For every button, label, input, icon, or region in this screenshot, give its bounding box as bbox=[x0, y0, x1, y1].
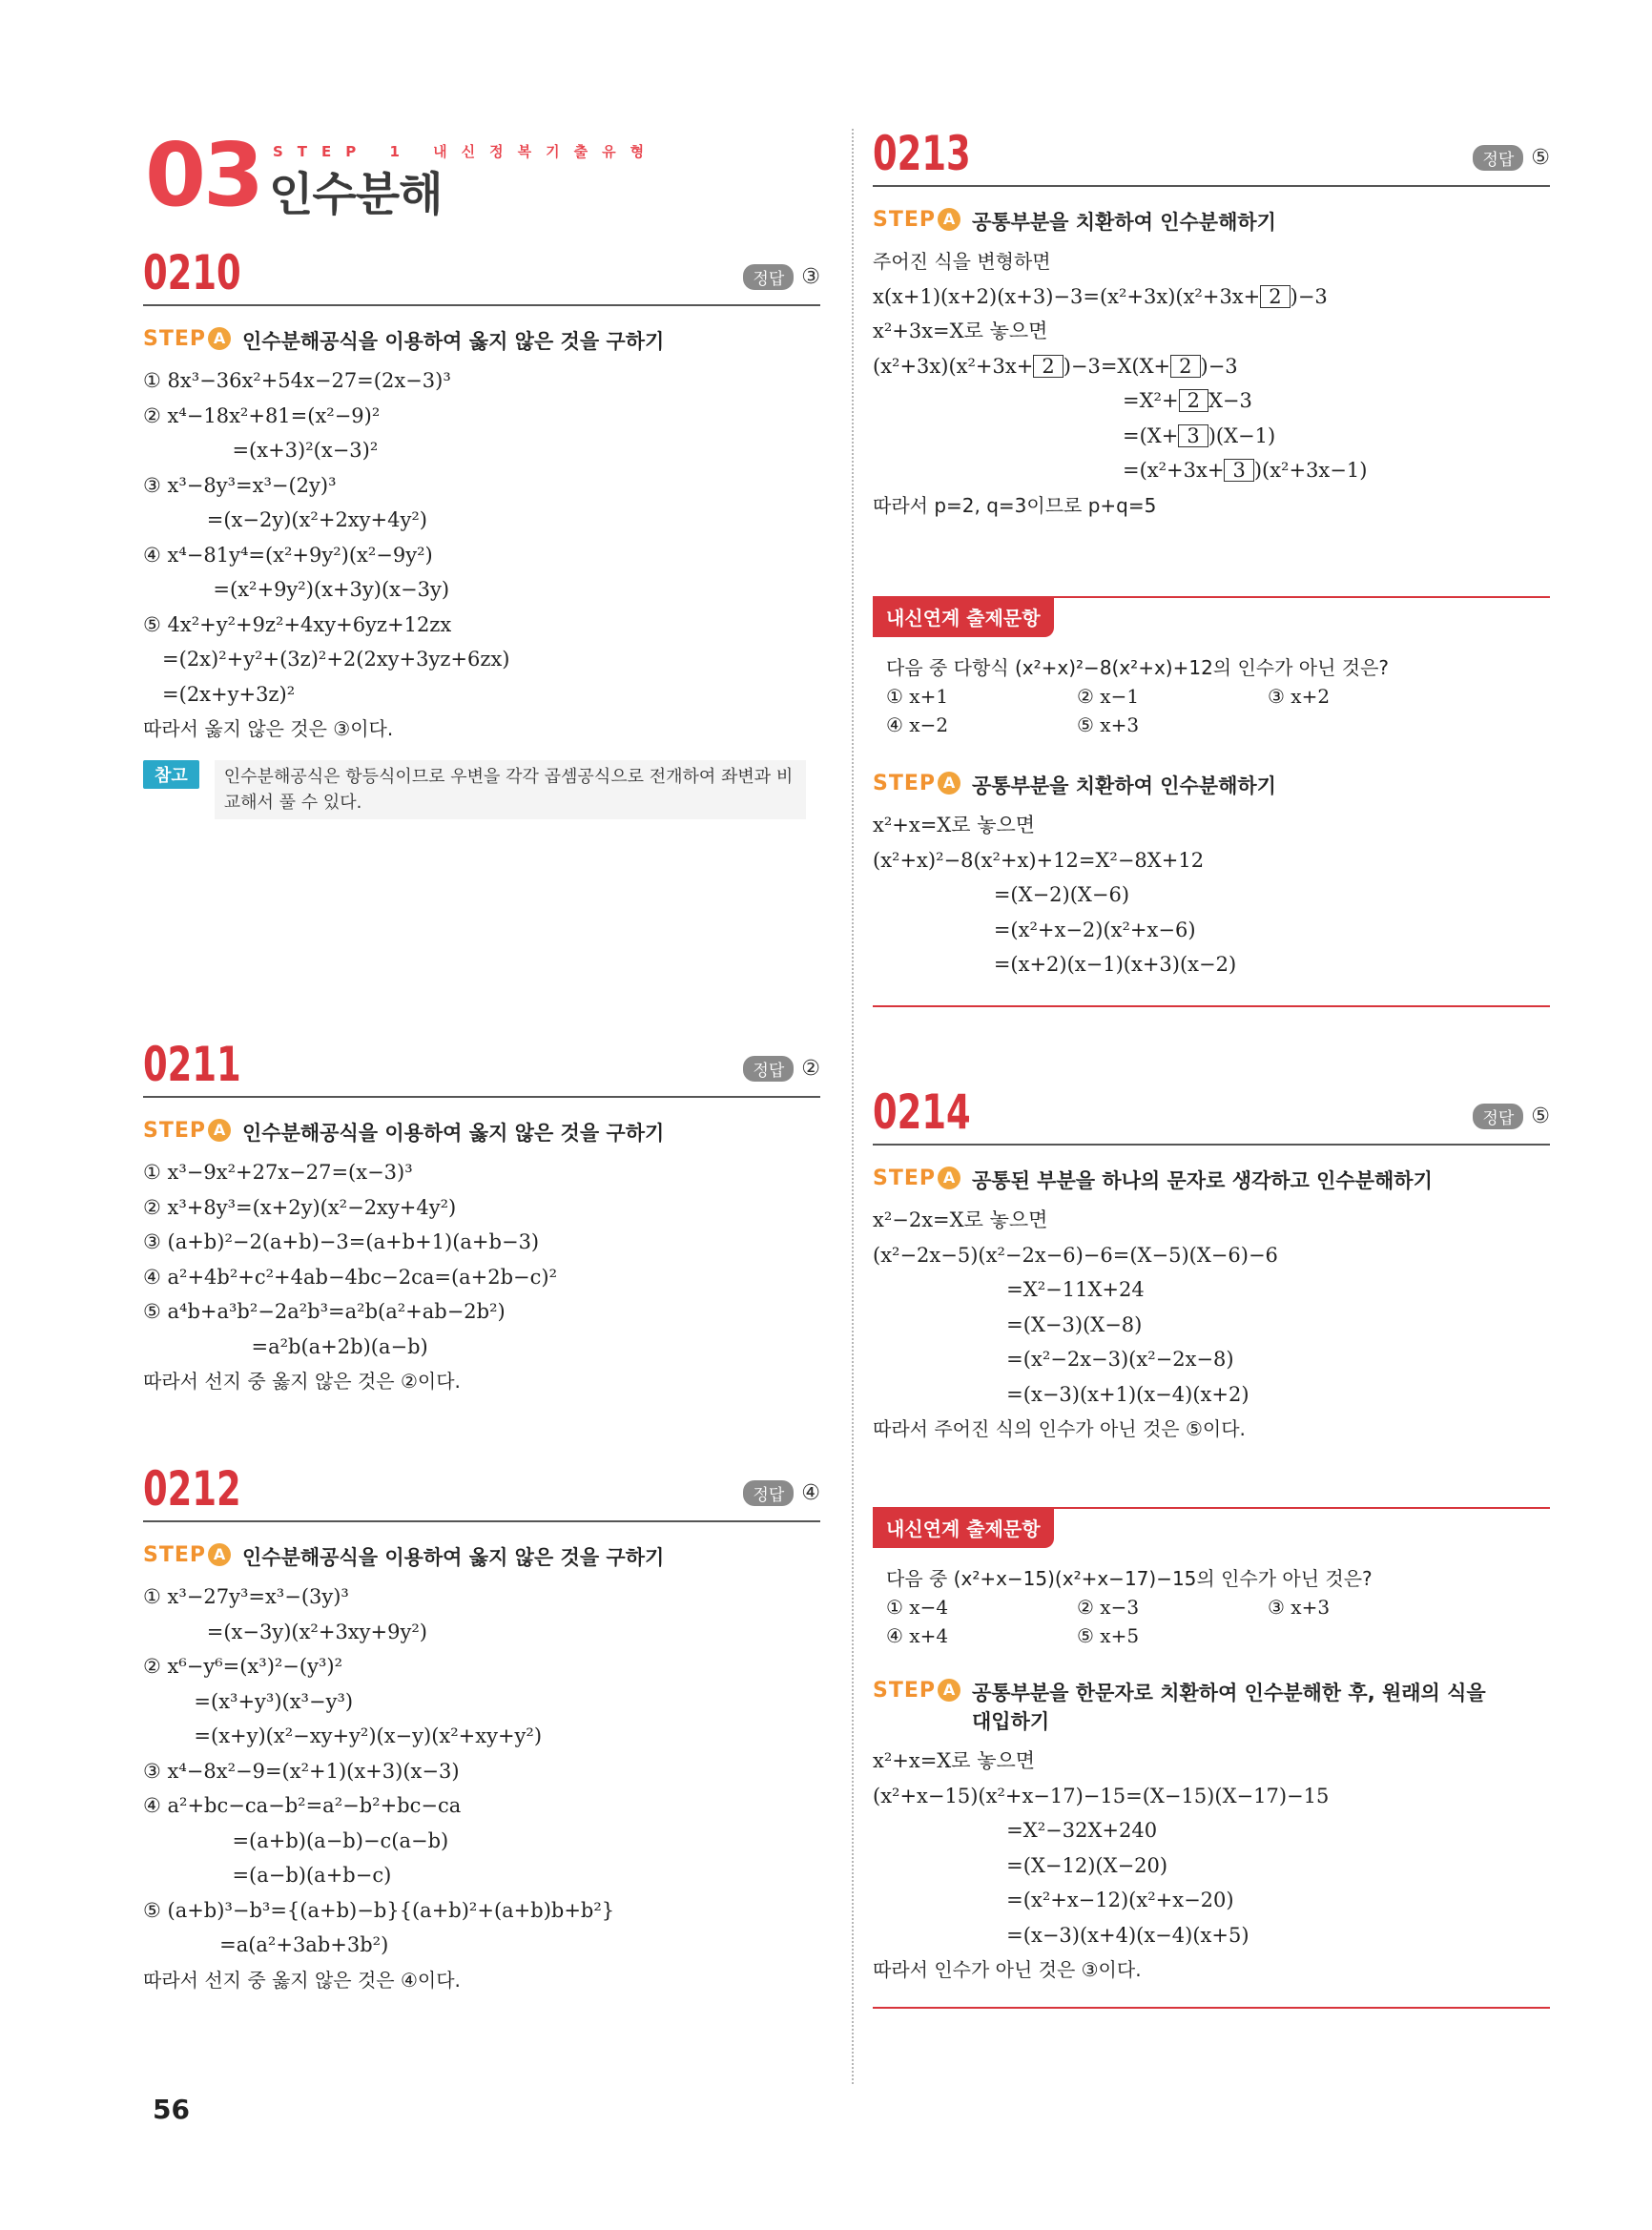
solution-line: ① x³−9x²+27x−27=(x−3)³ bbox=[143, 1161, 413, 1184]
problem-number: 0210 bbox=[143, 245, 241, 300]
solution-line: =(x−3)(x+4)(x−4)(x+5) bbox=[873, 1923, 1249, 1947]
solution-line: =X²−11X+24 bbox=[873, 1278, 1145, 1301]
solution-line: =X²−32X+240 bbox=[873, 1819, 1158, 1842]
solution-line: =(x²+9y²)(x+3y)(x−3y) bbox=[143, 578, 450, 601]
choice: ③ x+3 bbox=[1268, 1596, 1331, 1619]
step-title: 공통된 부분을 하나의 문자로 생각하고 인수분해하기 bbox=[972, 1169, 1433, 1192]
expr-part: )(x²+3x−1) bbox=[1253, 459, 1368, 482]
solution-line bbox=[873, 453, 1550, 488]
answer-box: 3 bbox=[1224, 459, 1253, 482]
problem-0211 bbox=[143, 1035, 820, 1399]
expr-part: =X²+ bbox=[1123, 389, 1179, 412]
step-title: 공통부분을 치환하여 인수분해하기 bbox=[972, 774, 1276, 797]
answer-badge: 정답 bbox=[743, 264, 794, 290]
expr-part: )(X−1) bbox=[1208, 423, 1276, 447]
solution-line: =(x−3y)(x²+3xy+9y²) bbox=[143, 1620, 427, 1643]
step-tag: STEP bbox=[873, 772, 937, 795]
expr-part: (x²+3x)(x²+3x+ bbox=[873, 354, 1034, 378]
solution-lines bbox=[873, 244, 1550, 523]
step-tag: STEP bbox=[873, 1167, 937, 1190]
solution-line: ① 8x³−36x²+54x−27=(2x−3)³ bbox=[143, 369, 451, 392]
answer-value: ⑤ bbox=[1531, 146, 1550, 170]
problem-number: 0214 bbox=[873, 1084, 971, 1140]
problem-number: 0213 bbox=[873, 126, 971, 181]
solution-line: x²+3x=X로 놓으면 bbox=[873, 320, 1048, 342]
solution-line bbox=[873, 349, 1550, 384]
note-badge: 참고 bbox=[143, 760, 199, 789]
expr-part: x(x+1)(x+2)(x+3)−3=(x²+3x)(x²+3x+ bbox=[873, 284, 1261, 308]
choice: ① x−4 bbox=[886, 1596, 949, 1619]
answer-badge: 정답 bbox=[743, 1056, 794, 1082]
step-tag: STEP bbox=[873, 1679, 937, 1703]
solution-line: =(x²+x−2)(x²+x−6) bbox=[873, 918, 1196, 941]
problem-0213 bbox=[873, 124, 1550, 523]
expr-part: =(X+ bbox=[1123, 423, 1179, 447]
expr-part: )−3 bbox=[1200, 354, 1238, 378]
problem-number: 0212 bbox=[143, 1461, 241, 1517]
answer-box: 2 bbox=[1033, 355, 1063, 378]
solution-line: ② x³+8y³=(x+2y)(x²−2xy+4y²) bbox=[143, 1195, 457, 1219]
solution-lines bbox=[873, 1203, 1550, 1447]
conclusion: 따라서 인수가 아닌 것은 ③이다. bbox=[873, 1958, 1142, 1981]
conclusion: 따라서 선지 중 옳지 않은 것은 ②이다. bbox=[143, 1370, 461, 1393]
solution-line: =(a+b)(a−b)−c(a−b) bbox=[143, 1828, 449, 1852]
step-heading bbox=[143, 1543, 820, 1572]
conclusion: 따라서 옳지 않은 것은 ③이다. bbox=[143, 717, 394, 740]
choice: ③ x+2 bbox=[1268, 685, 1331, 708]
linked-question-text: 다음 중 다항식 (x²+x)²−8(x²+x)+12의 인수가 아닌 것은? bbox=[886, 656, 1390, 679]
answer bbox=[743, 264, 820, 290]
choice: ① x+1 bbox=[886, 685, 949, 708]
solution-lines bbox=[143, 363, 820, 747]
note bbox=[143, 760, 820, 819]
choice: ④ x−2 bbox=[886, 713, 949, 736]
step-title: 인수분해공식을 이용하여 옳지 않은 것을 구하기 bbox=[242, 1122, 665, 1145]
solution-line: =(2x+y+3z)² bbox=[143, 682, 296, 706]
linked-bar bbox=[873, 596, 1550, 636]
choices bbox=[873, 682, 1550, 739]
problem-0214 bbox=[873, 1083, 1550, 1447]
choice: ④ x+4 bbox=[886, 1624, 949, 1647]
choice: ⑤ x+3 bbox=[1077, 713, 1140, 736]
step-title: 인수분해공식을 이용하여 옳지 않은 것을 구하기 bbox=[242, 330, 665, 353]
problem-header bbox=[873, 1083, 1550, 1146]
step-heading bbox=[873, 772, 1550, 800]
problem-header bbox=[143, 1459, 820, 1522]
solution-line: =(x²+x−12)(x²+x−20) bbox=[873, 1889, 1234, 1911]
answer-value: ⑤ bbox=[1531, 1105, 1550, 1128]
solution-line: ③ x⁴−8x²−9=(x²+1)(x+3)(x−3) bbox=[143, 1759, 460, 1783]
expr-part: )−3=X(X+ bbox=[1063, 354, 1171, 378]
step-letter-badge: A bbox=[208, 1543, 231, 1566]
column-divider bbox=[852, 129, 854, 2084]
solution-line: =(x+y)(x²−xy+y²)(x−y)(x²+xy+y²) bbox=[143, 1724, 543, 1747]
choices bbox=[873, 1593, 1550, 1650]
choice: ⑤ x+5 bbox=[1077, 1624, 1140, 1647]
problem-header bbox=[873, 124, 1550, 187]
solution-line: =(x+3)²(x−3)² bbox=[143, 439, 379, 462]
step-letter-badge: A bbox=[938, 1679, 960, 1702]
solution-line: =(X−12)(X−20) bbox=[873, 1853, 1168, 1877]
solution-line: =(X−3)(X−8) bbox=[873, 1312, 1143, 1336]
solution-line: =a²b(a+2b)(a−b) bbox=[143, 1334, 428, 1358]
problem-header bbox=[143, 1035, 820, 1098]
problem-number: 0211 bbox=[143, 1037, 241, 1092]
answer-box: 2 bbox=[1170, 355, 1200, 378]
solution-line: (x²+x−15)(x²+x−17)−15=(X−15)(X−17)−15 bbox=[873, 1784, 1330, 1807]
solution-line: x²−2x=X로 놓으면 bbox=[873, 1208, 1048, 1231]
chapter-step-label: STEP 1 내신정복기출유형 bbox=[273, 143, 659, 160]
step-letter-badge: A bbox=[208, 327, 231, 350]
expr-part: )−3 bbox=[1290, 284, 1328, 308]
solution-line bbox=[873, 419, 1550, 454]
solution-line: ③ x³−8y³=x³−(2y)³ bbox=[143, 473, 337, 497]
solution-line: ⑤ 4x²+y²+9z²+4xy+6yz+12zx bbox=[143, 612, 452, 636]
solution-line: ② x⁶−y⁶=(x³)²−(y³)² bbox=[143, 1655, 342, 1678]
step-letter-badge: A bbox=[938, 772, 960, 795]
solution-line: =(x³+y³)(x³−y³) bbox=[143, 1689, 354, 1713]
solution-lines bbox=[873, 1744, 1550, 1988]
choice: ② x−1 bbox=[1077, 685, 1140, 708]
conclusion: 따라서 p=2, q=3이므로 p+q=5 bbox=[873, 493, 1157, 517]
chapter-title: 인수분해 bbox=[269, 168, 443, 221]
solution-line: ④ x⁴−81y⁴=(x²+9y²)(x²−9y²) bbox=[143, 543, 433, 567]
solution-line: x²+x=X로 놓으면 bbox=[873, 1749, 1036, 1772]
solution-line: ① x³−27y³=x³−(3y)³ bbox=[143, 1585, 349, 1608]
solution-line: =(x−3)(x+1)(x−4)(x+2) bbox=[873, 1382, 1249, 1406]
linked-tag: 내신연계 출제문항 bbox=[873, 1507, 1054, 1548]
solution-intro: 주어진 식을 변형하면 bbox=[873, 250, 1051, 273]
step-letter-badge: A bbox=[208, 1119, 231, 1142]
solution-line bbox=[873, 383, 1550, 419]
linked-question-2 bbox=[873, 1507, 1550, 2009]
expr-part: X−3 bbox=[1208, 389, 1252, 412]
answer bbox=[1473, 145, 1550, 171]
note-text: 인수분해공식은 항등식이므로 우변을 각각 곱셈공식으로 전개하여 좌변과 비교해서 풀 수 있다. bbox=[215, 760, 806, 819]
answer-badge: 정답 bbox=[743, 1480, 794, 1506]
step-letter-badge: A bbox=[938, 1167, 960, 1189]
solution-line bbox=[873, 279, 1550, 315]
problem-0210 bbox=[143, 243, 820, 819]
answer bbox=[743, 1480, 820, 1506]
answer-box: 2 bbox=[1179, 389, 1208, 412]
chapter-number: 03 bbox=[145, 124, 262, 226]
solution-line: =(2x)²+y²+(3z)²+2(2xy+3yz+6zx) bbox=[143, 648, 510, 671]
solution-line: ⑤ a⁴b+a³b²−2a²b³=a²b(a²+ab−2b²) bbox=[143, 1300, 506, 1323]
solution-line: (x²+x)²−8(x²+x)+12=X²−8X+12 bbox=[873, 848, 1205, 872]
solution-line: ⑤ (a+b)³−b³={(a+b)−b}{(a+b)²+(a+b)b+b²} bbox=[143, 1898, 615, 1922]
answer-box: 3 bbox=[1178, 424, 1208, 447]
step-tag: STEP bbox=[873, 208, 937, 232]
solution-lines bbox=[873, 808, 1550, 982]
answer-value: ④ bbox=[801, 1481, 820, 1505]
solution-line: =(x−2y)(x²+2xy+4y²) bbox=[143, 508, 427, 531]
page-number: 56 bbox=[153, 2094, 190, 2125]
solution-line: =(x²−2x−3)(x²−2x−8) bbox=[873, 1348, 1234, 1371]
answer-badge: 정답 bbox=[1473, 1104, 1523, 1129]
solution-line: =(x+2)(x−1)(x+3)(x−2) bbox=[873, 953, 1237, 976]
linked-question-1 bbox=[873, 596, 1550, 1007]
choice: ② x−3 bbox=[1077, 1596, 1140, 1619]
step-title: 인수분해공식을 이용하여 옳지 않은 것을 구하기 bbox=[242, 1546, 665, 1569]
answer bbox=[1473, 1104, 1550, 1129]
step-tag: STEP bbox=[143, 1119, 207, 1143]
conclusion: 따라서 주어진 식의 인수가 아닌 것은 ⑤이다. bbox=[873, 1417, 1246, 1440]
step-title: 공통부분을 한문자로 치환하여 인수분해한 후, 원래의 식을 대입하기 bbox=[972, 1682, 1486, 1733]
conclusion: 따라서 선지 중 옳지 않은 것은 ④이다. bbox=[143, 1968, 461, 1992]
solution-line: =(X−2)(X−6) bbox=[873, 883, 1130, 906]
step-title: 공통부분을 치환하여 인수분해하기 bbox=[972, 211, 1276, 234]
solution-line: (x²−2x−5)(x²−2x−6)−6=(X−5)(X−6)−6 bbox=[873, 1243, 1278, 1267]
answer-value: ② bbox=[801, 1057, 820, 1081]
step-heading bbox=[873, 1167, 1550, 1195]
step-heading bbox=[873, 1679, 1550, 1736]
problem-header bbox=[143, 243, 820, 306]
step-heading bbox=[143, 1119, 820, 1147]
solution-line: ④ a²+4b²+c²+4ab−4bc−2ca=(a+2b−c)² bbox=[143, 1265, 558, 1289]
solution-line: =(a−b)(a+b−c) bbox=[143, 1864, 392, 1887]
problem-0212 bbox=[143, 1459, 820, 1997]
linked-question-text: 다음 중 (x²+x−15)(x²+x−17)−15의 인수가 아닌 것은? bbox=[886, 1567, 1373, 1590]
solution-line: x²+x=X로 놓으면 bbox=[873, 814, 1036, 836]
step-tag: STEP bbox=[143, 327, 207, 351]
solution-line: ③ (a+b)²−2(a+b)−3=(a+b+1)(a+b−3) bbox=[143, 1230, 540, 1253]
solution-lines bbox=[143, 1155, 820, 1399]
expr-part: =(x²+3x+ bbox=[1123, 459, 1225, 482]
linked-tag: 내신연계 출제문항 bbox=[873, 596, 1054, 637]
solution-line: ② x⁴−18x²+81=(x²−9)² bbox=[143, 403, 381, 427]
step-tag: STEP bbox=[143, 1543, 207, 1567]
step-letter-badge: A bbox=[938, 208, 960, 231]
answer bbox=[743, 1056, 820, 1082]
step-heading bbox=[873, 208, 1550, 237]
answer-value: ③ bbox=[801, 265, 820, 289]
solution-lines bbox=[143, 1580, 820, 1997]
step-heading bbox=[143, 327, 820, 356]
solution-line: =a(a²+3ab+3b²) bbox=[143, 1933, 389, 1956]
linked-bar bbox=[873, 1507, 1550, 1547]
solution-line: ④ a²+bc−ca−b²=a²−b²+bc−ca bbox=[143, 1794, 462, 1817]
answer-badge: 정답 bbox=[1473, 145, 1523, 171]
answer-box: 2 bbox=[1260, 285, 1290, 308]
